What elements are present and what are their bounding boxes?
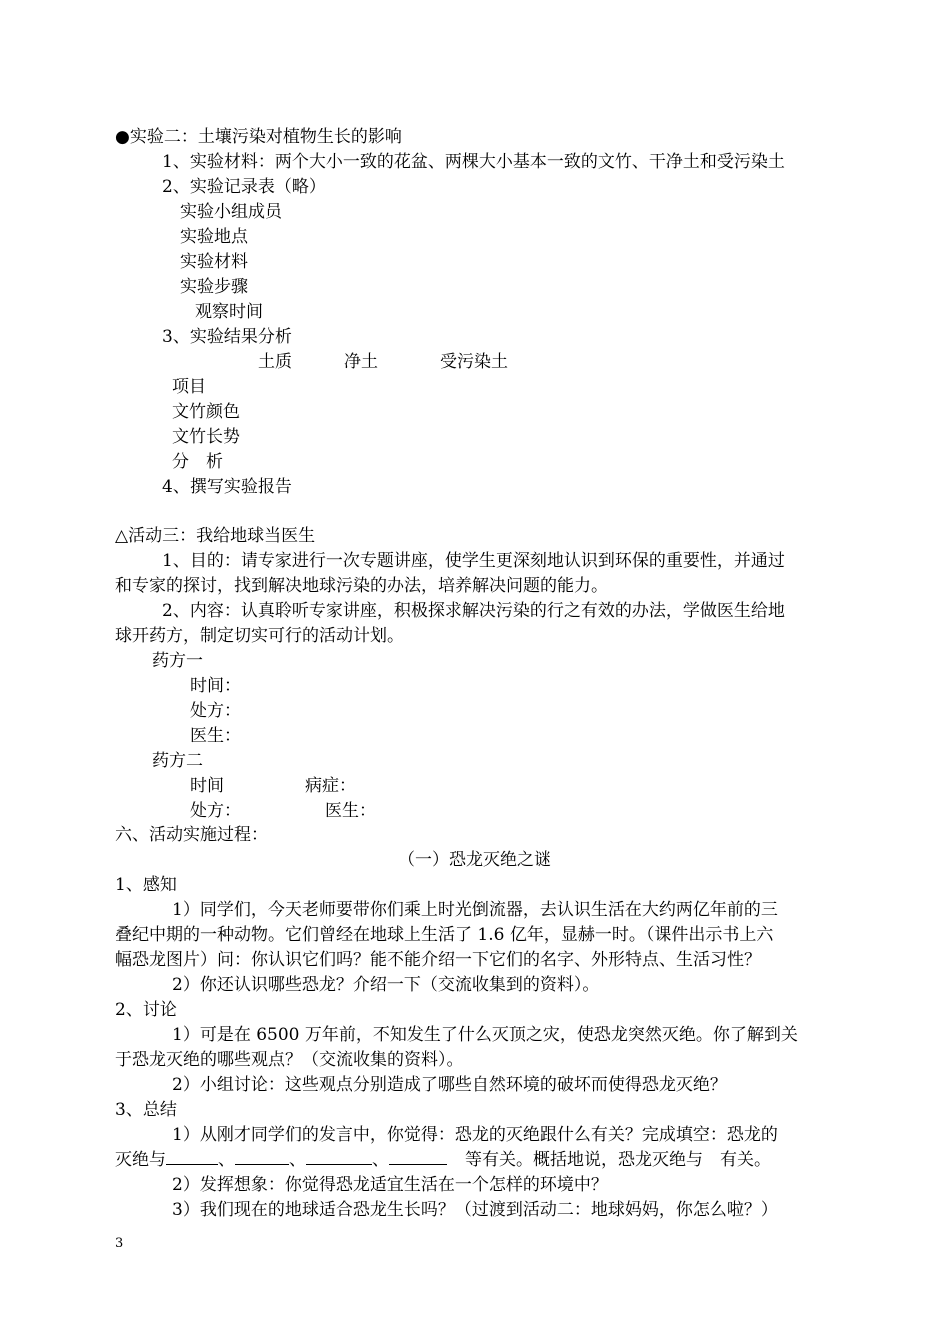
blank-prefix: 灭绝与 xyxy=(115,1150,166,1170)
activity-three-title: △活动三：我给地球当医生 xyxy=(115,526,316,546)
paragraph-line: 于恐龙灭绝的哪些观点？（交流收集的资料）。 xyxy=(115,1050,464,1070)
prescription-symptom: 病症： xyxy=(305,776,356,796)
blank-field[interactable] xyxy=(166,1148,218,1165)
blank-field[interactable] xyxy=(235,1148,289,1165)
page-number: 3 xyxy=(115,1236,124,1251)
experiment-record-table: 2、实验记录表（略） xyxy=(162,177,326,197)
section-six-title: 六、活动实施过程： xyxy=(115,825,268,845)
step-heading: 1、感知 xyxy=(115,875,177,895)
paragraph-line: 3）我们现在的地球适合恐龙生长吗？（过渡到活动二：地球妈妈，你怎么啦？） xyxy=(172,1200,778,1220)
record-field: 实验步骤 xyxy=(180,277,248,297)
table-header: 净土 xyxy=(344,352,378,372)
activity-content-cont: 球开药方，制定切实可行的活动计划。 xyxy=(115,626,404,646)
record-field: 观察时间 xyxy=(195,302,263,322)
fill-in-blank-line xyxy=(115,1148,771,1172)
separator: 、 xyxy=(372,1150,389,1170)
prescription-content: 处方： xyxy=(190,801,241,821)
table-header: 受污染土 xyxy=(440,352,508,372)
blank-field[interactable] xyxy=(306,1148,372,1165)
prescription-time: 时间： xyxy=(190,676,241,696)
experiment-two-title: ●实验二：土壤污染对植物生长的影响 xyxy=(115,127,402,147)
activity-purpose-cont: 和专家的探讨，找到解决地球污染的办法，培养解决问题的能力。 xyxy=(115,576,608,596)
prescription-doctor: 医生： xyxy=(190,726,241,746)
record-field: 实验地点 xyxy=(180,227,248,247)
prescription-content: 处方： xyxy=(190,701,241,721)
step-heading: 2、讨论 xyxy=(115,1000,177,1020)
record-field: 实验小组成员 xyxy=(180,202,282,222)
activity-content: 2、内容：认真聆听专家讲座，积极探求解决污染的行之有效的办法，学做医生给地 xyxy=(162,601,785,621)
experiment-materials: 1、实验材料：两个大小一致的花盆、两棵大小基本一致的文竹、干净土和受污染土 xyxy=(162,152,785,172)
experiment-result-analysis: 3、实验结果分析 xyxy=(162,327,292,347)
paragraph-line: 2）发挥想象：你觉得恐龙适宜生活在一个怎样的环境中？ xyxy=(172,1175,608,1195)
table-header: 土质 xyxy=(258,352,292,372)
record-field: 实验材料 xyxy=(180,252,248,272)
table-row-label: 项目 xyxy=(172,377,206,397)
separator: 、 xyxy=(218,1150,235,1170)
prescription-doctor: 医生： xyxy=(325,801,376,821)
paragraph-line: 1）从刚才同学们的发言中，你觉得：恐龙的灭绝跟什么有关？完成填空：恐龙的 xyxy=(172,1125,778,1145)
paragraph-line: 1）可是在 6500 万年前，不知发生了什么灭顶之灾，使恐龙突然灭绝。你了解到关 xyxy=(172,1025,798,1045)
prescription-time: 时间 xyxy=(190,776,224,796)
experiment-report: 4、撰写实验报告 xyxy=(162,477,292,497)
section-subtitle: （一）恐龙灭绝之谜 xyxy=(398,850,551,870)
paragraph-line: 2）你还认识哪些恐龙？介绍一下（交流收集到的资料）。 xyxy=(172,975,600,995)
separator: 、 xyxy=(289,1150,306,1170)
paragraph-line: 幅恐龙图片）问：你认识它们吗？能不能介绍一下它们的名字、外形特点、生活习性？ xyxy=(115,950,761,970)
activity-purpose: 1、目的：请专家进行一次专题讲座，使学生更深刻地认识到环保的重要性，并通过 xyxy=(162,551,785,571)
blank-suffix: 等有关。概括地说，恐龙灭绝与 有关。 xyxy=(465,1150,771,1170)
paragraph-line: 1）同学们，今天老师要带你们乘上时光倒流器，去认识生活在大约两亿年前的三 xyxy=(172,900,778,920)
prescription-two: 药方二 xyxy=(152,751,203,771)
table-row-label: 分 析 xyxy=(172,452,223,472)
paragraph-line: 2）小组讨论：这些观点分别造成了哪些自然环境的破坏而使得恐龙灭绝？ xyxy=(172,1075,727,1095)
step-heading: 3、总结 xyxy=(115,1100,177,1120)
blank-field[interactable] xyxy=(389,1148,447,1165)
table-row-label: 文竹颜色 xyxy=(172,402,240,422)
table-row-label: 文竹长势 xyxy=(172,427,240,447)
paragraph-line: 叠纪中期的一种动物。它们曾经在地球上生活了 1.6 亿年，显赫一时。（课件出示书上六 xyxy=(115,925,774,945)
prescription-one: 药方一 xyxy=(152,651,203,671)
